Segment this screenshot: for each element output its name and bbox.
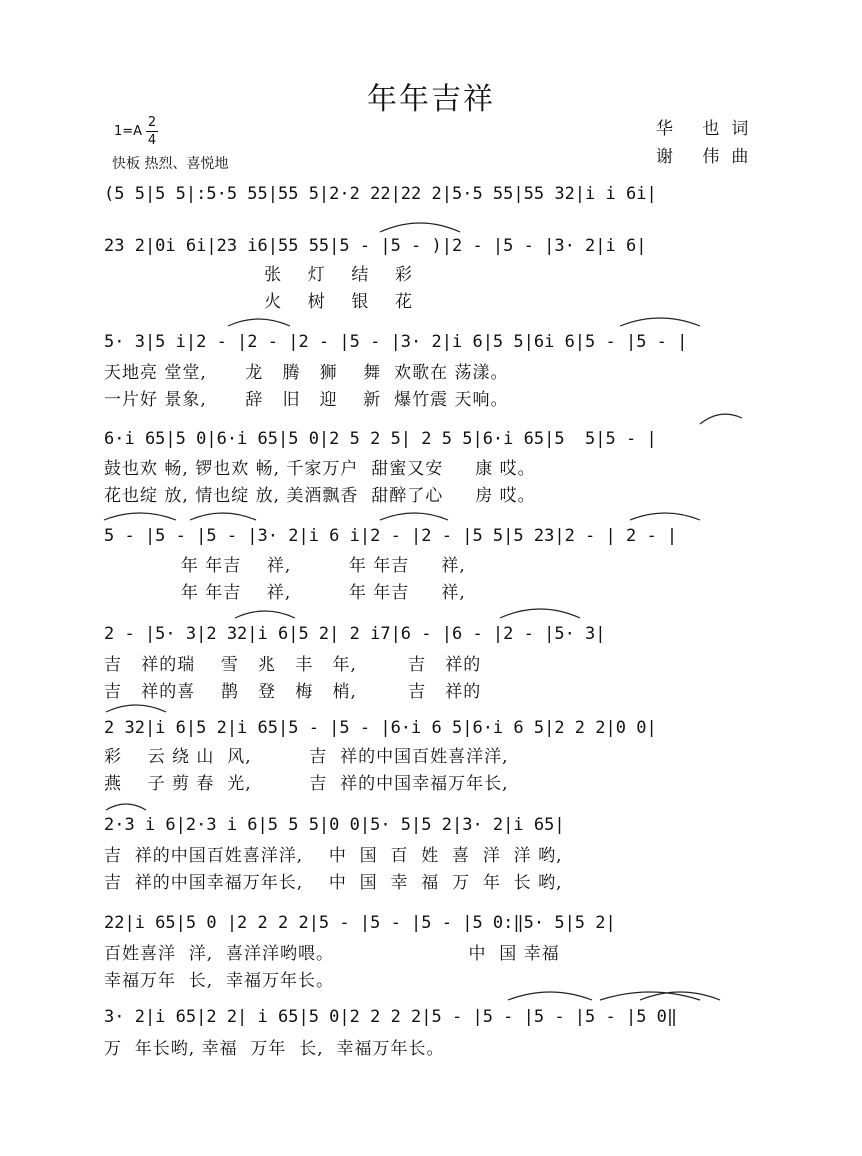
slur [500, 609, 580, 618]
music-row-7 [104, 714, 752, 742]
song-title: 年年吉祥 [367, 82, 495, 117]
time-numerator: 2 [147, 115, 157, 130]
slur [620, 318, 700, 326]
notation-line: 2 - |5· 3|2 32|i 6|5 2| 2 i7|6 - |6 - |2 - |5· 3| [104, 624, 606, 644]
slur [380, 223, 460, 232]
lyric-line: 彩 云 绕 山 风, 吉 祥的中国百姓喜洋洋, [104, 747, 509, 767]
lyric-line: 一片好 景象, 辞 旧 迎 新 爆竹震 天响。 [104, 390, 509, 410]
music-row-10 [104, 1003, 752, 1031]
time-denominator: 4 [147, 133, 157, 148]
lyric-line: 鼓也欢 畅, 锣也欢 畅, 千家万户 甜蜜又安 康 哎。 [104, 459, 536, 479]
slur [700, 414, 742, 424]
lyricist-credit: 华 也词 [656, 119, 761, 139]
slur [235, 611, 295, 618]
notation-line: 6·i 65|5 0|6·i 65|5 0|2 5 2 5| 2 5 5|6·i 65|5 5|5 - | [104, 429, 657, 449]
composer-credit: 谢 伟曲 [656, 147, 761, 167]
music-row-2 [104, 232, 752, 260]
lyric-line: 百姓喜洋 洋, 喜洋洋哟喂。 中 国 幸福 [104, 944, 560, 964]
lyric-line: 火 树 银 花 [104, 292, 413, 312]
lyric-line: 吉 祥的喜 鹊 登 梅 梢, 吉 祥的 [104, 682, 482, 702]
notation-line: 2·3 i 6|2·3 i 6|5 5 5|0 0|5· 5|5 2|3· 2|i 65| [104, 815, 565, 835]
notation-line: 3· 2|i 65|2 2| i 65|5 0|2 2 2 2|5 - |5 - |5 - |5 - |5 0‖ [104, 1007, 678, 1027]
slur [380, 513, 448, 520]
music-row-8 [104, 811, 752, 839]
music-row-6 [104, 620, 752, 648]
slur [104, 513, 176, 520]
notation-line: (5 5|5 5|:5·5 55|55 5|2·2 22|22 2|5·5 55|55 32|i i 6i| [104, 184, 657, 204]
slur [190, 513, 256, 520]
lyric-line: 花也绽 放, 情也绽 放, 美酒飘香 甜醉了心 房 哎。 [104, 486, 536, 506]
slur [630, 513, 700, 520]
music-row-5 [104, 522, 752, 550]
notation-line: 5· 3|5 i|2 - |2 - |2 - |5 - |3· 2|i 6|5 5|6i 6|5 - |5 - | [104, 332, 688, 352]
time-signature [146, 114, 158, 149]
notation-line: 23 2|0i 6i|23 i6|55 55|5 - |5 - )|2 - |5 - |3· 2|i 6| [104, 236, 647, 256]
slur [228, 319, 290, 326]
lyric-line: 吉 祥的中国百姓喜洋洋, 中 国 百 姓 喜 洋 洋 哟, [104, 846, 563, 866]
tempo-marking: 快板 热烈、喜悦地 [112, 156, 229, 172]
lyric-line: 吉 祥的瑞 雪 兆 丰 年, 吉 祥的 [104, 655, 482, 675]
music-row-1 [104, 180, 752, 208]
notation-line: 22|i 65|5 0 |2 2 2 2|5 - |5 - |5 - |5 0:‖5· 5|5 2| [104, 913, 616, 933]
notation-line: 2 32|i 6|5 2|i 65|5 - |5 - |6·i 6 5|6·i 6 5|2 2 2|0 0| [104, 718, 657, 738]
notation-line: 5 - |5 - |5 - |3· 2|i 6 i|2 - |2 - |5 5|5 23|2 - | 2 - | [104, 526, 678, 546]
music-row-4 [104, 425, 752, 453]
slur [106, 705, 166, 712]
lyric-line: 幸福万年 长, 幸福万年长。 [104, 971, 335, 991]
lyric-line: 吉 祥的中国幸福万年长, 中 国 幸 福 万 年 长 哟, [104, 873, 563, 893]
lyric-line: 燕 子 剪 春 光, 吉 祥的中国幸福万年长, [104, 774, 509, 794]
lyric-line: 年 年吉 祥, 年 年吉 祥, [104, 583, 466, 603]
lyric-line: 年 年吉 祥, 年 年吉 祥, [104, 556, 466, 576]
music-row-9 [104, 909, 752, 937]
lyric-line: 天地亮 堂堂, 龙 腾 狮 舞 欢歌在 荡漾。 [104, 363, 509, 383]
slur [106, 804, 146, 810]
music-row-3 [104, 328, 752, 356]
lyric-line: 万 年长哟, 幸福 万年 长, 幸福万年长。 [104, 1039, 445, 1059]
lyric-line: 张 灯 结 彩 [104, 265, 413, 285]
key-signature: 1=A [114, 124, 143, 139]
